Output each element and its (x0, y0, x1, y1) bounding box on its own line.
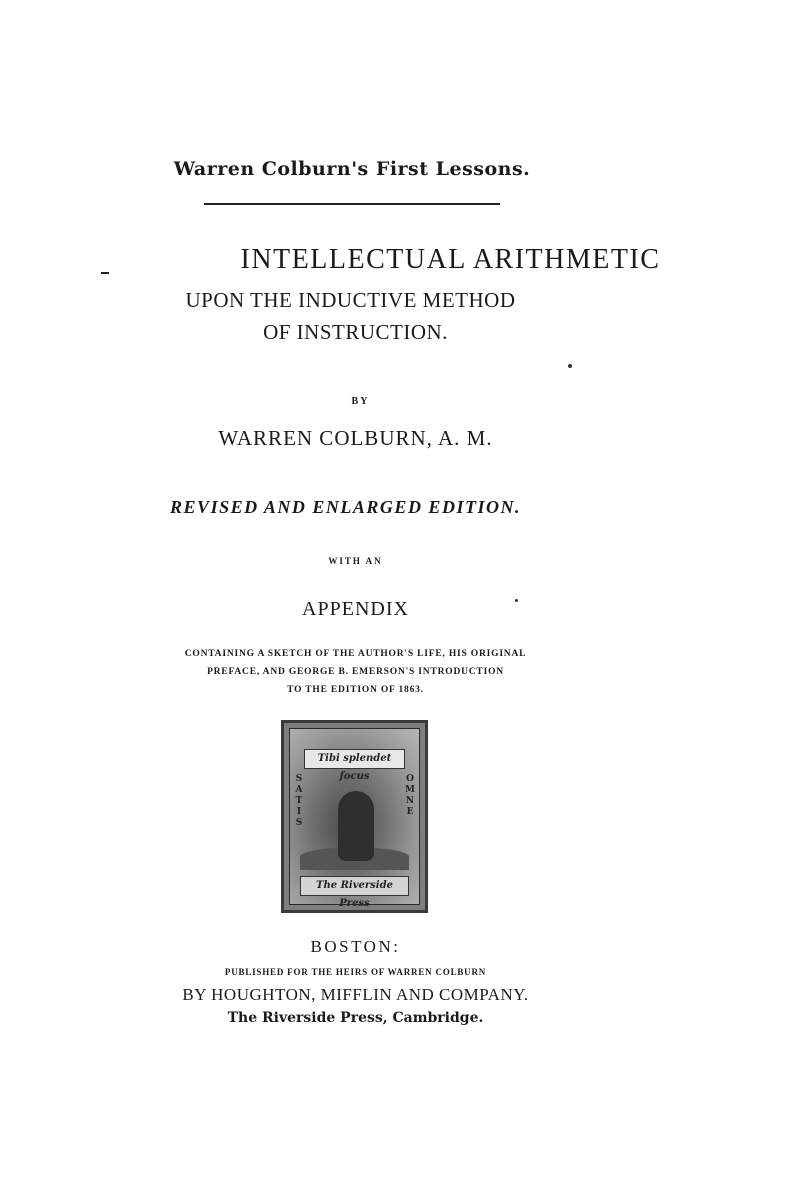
appendix-line-2: PREFACE, AND GEORGE B. EMERSON'S INTRODUCTION (207, 667, 504, 677)
edition-statement: REVISED AND ENLARGED EDITION. (170, 497, 521, 517)
divider-rule (204, 203, 500, 205)
series-title-text: Warren Colburn's First Lessons. (173, 158, 531, 180)
engraving-background (289, 728, 420, 909)
main-title-line-2: UPON THE INDUCTIVE METHOD (185, 288, 516, 312)
device-left-lettering: S A T I S (295, 774, 303, 828)
imprint-publisher: BY HOUGHTON, MIFFLIN AND COMPANY. (182, 985, 529, 1004)
publisher-device-engraving (281, 720, 428, 913)
appendix-line-3: TO THE EDITION OF 1863. (287, 685, 424, 695)
byline-by: BY (351, 396, 370, 407)
imprint-press: The Riverside Press, Cambridge. (227, 1010, 484, 1026)
engraving-figure (338, 791, 374, 861)
imprint-city: BOSTON: (310, 937, 401, 956)
main-title-line-1: INTELLECTUAL ARITHMETIC (240, 244, 661, 275)
author-name: WARREN COLBURN, A. M. (218, 426, 493, 450)
device-footer-label: The Riverside Press (300, 876, 409, 896)
device-banner-motto: Tibi splendet focus (304, 749, 405, 769)
device-right-lettering: O M N E (405, 774, 415, 817)
main-title-line-3: OF INSTRUCTION. (263, 320, 448, 344)
with-an-text: WITH AN (328, 556, 383, 566)
appendix-heading: APPENDIX (302, 598, 409, 620)
appendix-line-1: CONTAINING A SKETCH OF THE AUTHOR'S LIFE, HIS ORIGINAL (184, 649, 527, 659)
imprint-line-1: PUBLISHED FOR THE HEIRS OF WARREN COLBURN (224, 967, 487, 977)
stray-speck (568, 364, 572, 368)
